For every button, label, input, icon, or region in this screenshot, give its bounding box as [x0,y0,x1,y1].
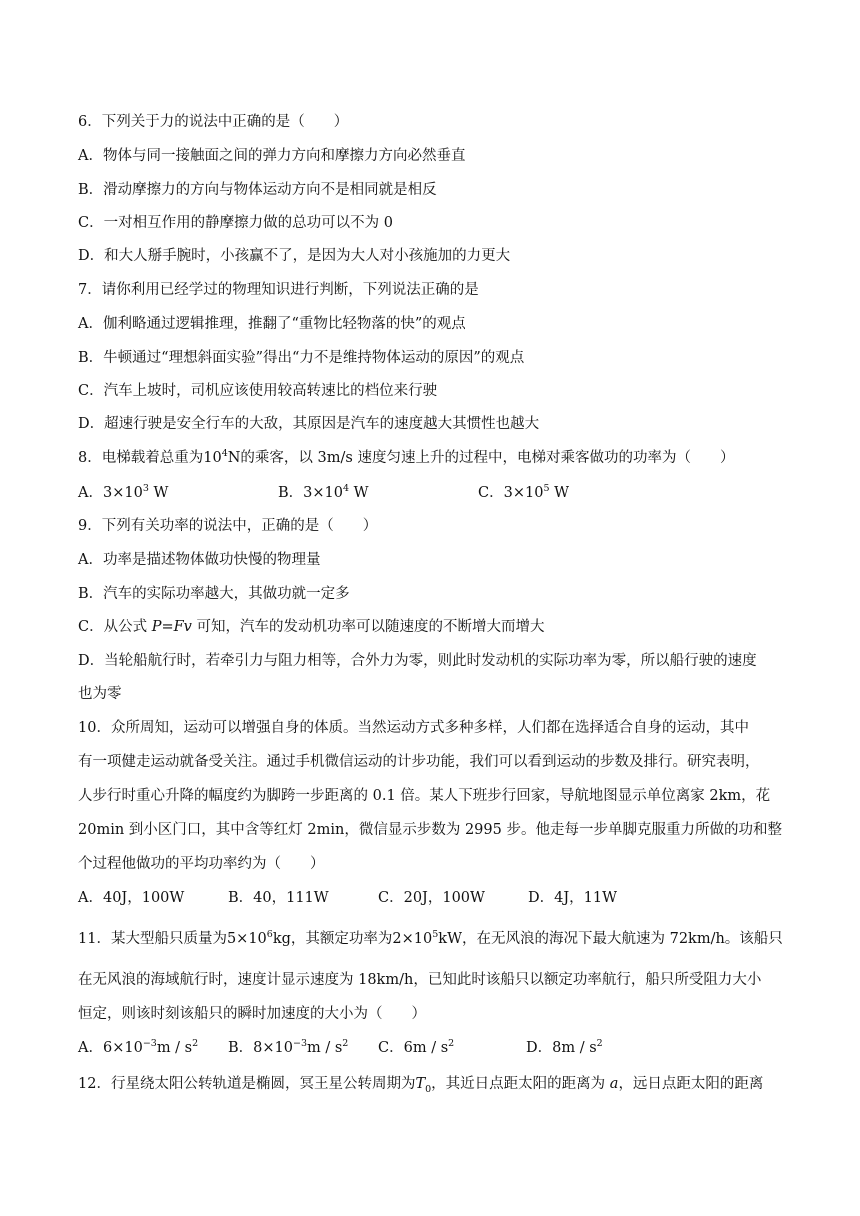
q11-option-c-label: C． [378,1040,404,1056]
q11-option-d-coef: 8 [552,1040,562,1056]
q8-option-c-coef: 3×10 [503,485,544,501]
q8-option-a [78,483,168,503]
q8-option-a-exp: 3 [142,483,149,495]
q8-stem [78,448,790,468]
q9-option-d-line2: 也为零 [78,686,122,702]
q11-option-a-exp: −3 [142,1038,157,1050]
q11-option-a-coef: 6×10 [102,1040,143,1056]
q11-option-b-coef: 8×10 [253,1040,293,1056]
q8-weight-base: 10 [203,450,222,466]
q12-stem-line1 [78,1074,790,1094]
q7-option-a: A．伽利略通过逻辑推理，推翻了“重物比轻物落的快”的观点 [78,316,466,332]
q11-option-d-unit: m / s [561,1040,597,1056]
q11-stem-mid: ，其额定功率为 [290,931,393,947]
q8-option-b-exp: 4 [342,483,350,495]
q6-option-c: C．一对相互作用的静摩擦力做的总功可以不为 0 [78,215,393,231]
q11-option-a [78,1038,198,1058]
q8-option-a-label: A． [78,485,103,501]
q11-power-coef: 2×10 [392,931,433,947]
q9-option-c [78,617,790,637]
q11-option-a-unit: m / s [156,1040,193,1056]
q12-period-symbol: T [415,1076,426,1092]
q10-option-c: C．20J，100W [378,890,485,906]
q6-option-a: A．物体与同一接触面之间的弹力方向和摩擦力方向必然垂直 [78,148,466,164]
q11-option-d-label: D． [526,1040,553,1056]
q8-stem-pre: 8．电梯载着总重为 [78,450,204,466]
q9-option-c-pre: C．从公式 [78,619,152,635]
q7-option-b: B．牛顿通过“理想斜面实验”得出“力不是维持物体运动的原因”的观点 [78,350,525,366]
q9-option-d-line1: D．当轮船航行时，若牵引力与阻力相等，合外力为零，则此时发动机的实际功率为零，所以船行驶的速度 [78,653,757,669]
q11-stem-post: ，在无风浪的海况下最大航速为 72km/h。该船只 [461,931,783,947]
q9-stem: 9．下列有关功率的说法中，正确的是（ ） [78,518,378,534]
q6-option-d: D．和大人掰手腕时，小孩赢不了，是因为大人对小孩施加的力更大 [78,248,511,264]
q12-period-subscript: 0 [425,1083,432,1095]
q8-weight-exp: 4 [221,448,228,460]
q11-option-d-unit-exp: 2 [596,1038,603,1050]
q8-weight-unit: N [227,450,241,466]
q11-stem-line1 [78,929,790,949]
q9-option-c-post: 可知，汽车的发动机功率可以随速度的不断增大而增大 [191,619,545,635]
q9-option-a: A．功率是描述物体做功快慢的物理量 [78,552,321,568]
q11-power-exp: 5 [432,929,439,941]
q10-option-a: A．40J，100W [78,890,185,906]
q8-option-b-label: B． [278,485,304,501]
q7-stem: 7．请你利用已经学过的物理知识进行判断，下列说法正确的是 [78,282,479,298]
q10-stem-line4: 20min 到小区门口，其中含等红灯 2min，微信显示步数为 2995 步。他走每一步单脚克服重力所做的功和整 [78,822,782,838]
q8-option-b-coef: 3×10 [303,485,343,501]
q10-option-d: D．4J，11W [528,890,618,906]
q8-option-c-exp: 5 [543,483,550,495]
q11-mass-exp: 6 [266,929,273,941]
q12-stem-post: ，远日点距太阳的距离 [618,1076,764,1092]
q11-option-c-coef: 6 [403,1040,413,1056]
q8-option-a-unit: W [148,485,169,501]
q11-option-a-unit-exp: 2 [192,1038,199,1050]
q11-stem-line2: 在无风浪的海域航行时，速度计显示速度为 18km/h，已知此时该船只以额定功率航行，船只所受阻力大小 [78,972,762,988]
q7-option-c: C．汽车上坡时，司机应该使用较高转速比的档位来行驶 [78,383,438,399]
q11-power-unit: kW [438,931,462,947]
q11-option-b-label: B． [228,1040,254,1056]
q12-a-symbol: a [609,1076,619,1092]
q6-option-b: B．滑动摩擦力的方向与物体运动方向不是相同就是相反 [78,182,437,198]
q10-stem-line3: 人步行时重心升降的幅度约为脚跨一步距离的 0.1 倍。某人下班步行回家，导航地图显示单位离家 2km，花 [78,788,771,804]
q12-stem-pre: 12．行星绕太阳公转轨道是椭圆，冥王星公转周期为 [78,1076,416,1092]
q11-stem-line3: 恒定，则该时刻该船只的瞬时加速度的大小为（ ） [78,1006,426,1022]
q11-option-b-unit-exp: 2 [342,1038,349,1050]
q11-mass-coef: 5×10 [226,931,267,947]
q11-option-b-unit: m / s [307,1040,343,1056]
q8-stem-post: 的乘客，以 3m/s 速度匀速上升的过程中，电梯对乘客做功的功率为（ ） [240,450,735,466]
q11-option-b [228,1038,348,1058]
q8-option-b-unit: W [349,485,369,501]
q10-option-b: B．40，111W [228,890,329,906]
q11-option-c-unit: m / s [412,1040,449,1056]
q10-stem-line1: 10．众所周知，运动可以增强自身的体质。当然运动方式多种多样，人们都在选择适合自身的运动，其中 [78,720,749,736]
q6-stem: 6．下列关于力的说法中正确的是（ ） [78,114,349,130]
q10-options [78,888,790,908]
q10-stem-line5: 个过程他做功的平均功率约为（ ） [78,856,325,872]
q11-options [78,1038,790,1058]
q11-option-c-unit-exp: 2 [448,1038,455,1050]
q8-option-b [278,483,369,503]
q8-option-c-unit: W [549,485,569,501]
q8-option-c-label: C． [478,485,504,501]
q11-mass-unit: kg [272,931,291,947]
q10-stem-line2: 有一项健走运动就备受关注。通过手机微信运动的计步功能，我们可以看到运动的步数及排行。研究表明， [78,754,760,770]
q9-option-c-formula: P=Fv [151,619,192,635]
q8-options [78,483,790,503]
q9-option-b: B．汽车的实际功率越大，其做功就一定多 [78,586,350,602]
q12-stem-mid: ，其近日点距太阳的距离为 [431,1076,610,1092]
q11-option-d [526,1038,603,1058]
q11-option-b-exp: −3 [292,1038,307,1050]
q11-option-a-label: A． [78,1040,103,1056]
q7-option-d: D．超速行驶是安全行车的大敌，其原因是汽车的速度越大其惯性也越大 [78,416,540,432]
q8-option-c [478,483,569,503]
q11-stem-pre: 11．某大型船只质量为 [78,931,227,947]
q8-option-a-coef: 3×10 [102,485,143,501]
q11-option-c [378,1038,454,1058]
